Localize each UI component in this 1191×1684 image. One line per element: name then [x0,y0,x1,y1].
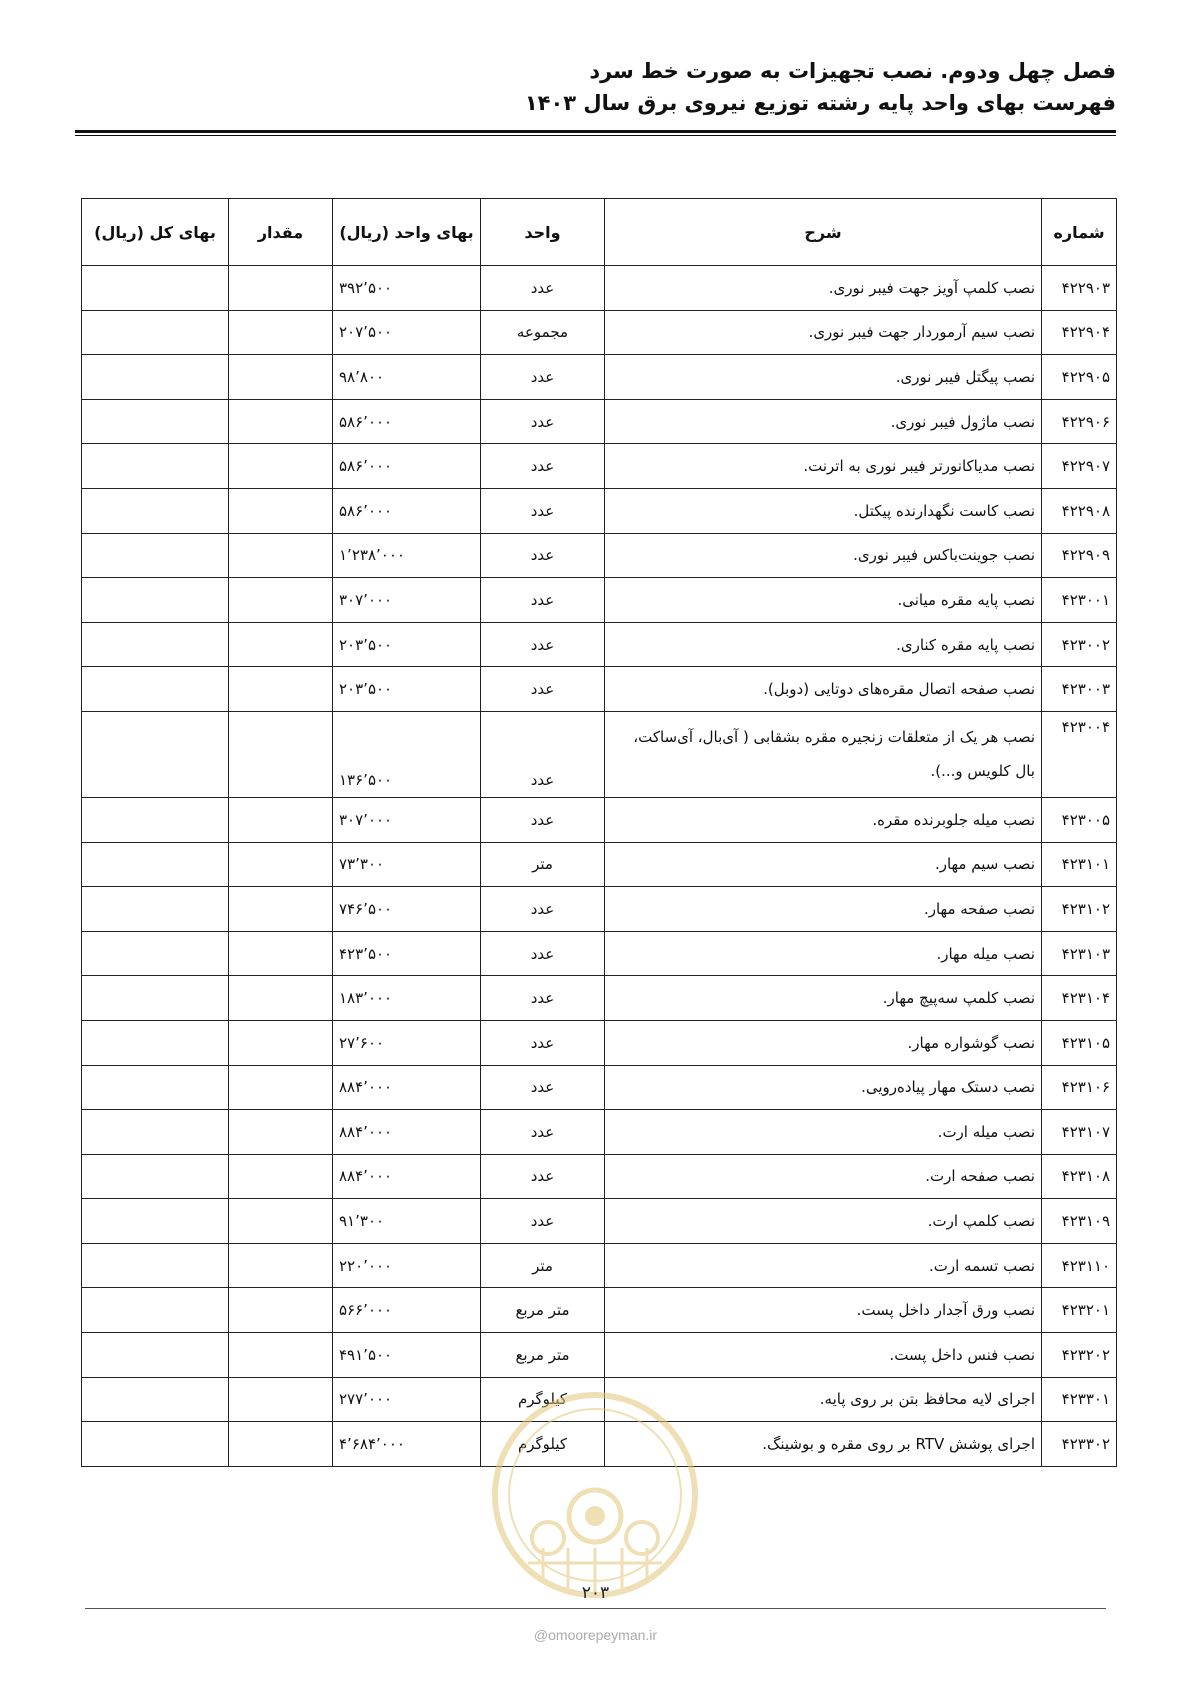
row-unit-price: ۲۲۰٬۰۰۰ [333,1243,481,1288]
row-number: ۴۲۲۹۰۸ [1042,488,1117,533]
row-description: نصب پیگتل فیبر نوری. [605,355,1042,400]
row-description: نصب میله جلوبرنده مقره. [605,797,1042,842]
row-unit: عدد [481,266,605,311]
row-unit-price: ۱۸۳٬۰۰۰ [333,976,481,1021]
row-unit: عدد [481,1110,605,1155]
table-row [82,797,1117,842]
row-description: نصب ورق آجدار داخل پست. [605,1288,1042,1333]
row-number: ۴۲۲۹۰۷ [1042,444,1117,489]
column-header-description: شرح [605,199,1042,266]
row-unit: متر مربع [481,1333,605,1378]
row-unit-price: ۸۸۴٬۰۰۰ [333,1154,481,1199]
row-number: ۴۲۳۲۰۱ [1042,1288,1117,1333]
row-quantity [229,1065,333,1110]
row-unit-price: ۲۰۳٬۵۰۰ [333,622,481,667]
row-number: ۴۲۳۱۰۲ [1042,887,1117,932]
row-quantity [229,1020,333,1065]
row-unit: کیلوگرم [481,1377,605,1422]
row-unit: عدد [481,488,605,533]
row-description: نصب صفحه اتصال مقره‌های دوتایی (دوبل). [605,667,1042,712]
row-number: ۴۲۳۱۰۴ [1042,976,1117,1021]
row-description: نصب کلمپ آویز جهت فیبر نوری. [605,266,1042,311]
row-total-price [82,976,229,1021]
table-body [82,266,1117,1467]
row-unit-price: ۳۰۷٬۰۰۰ [333,578,481,623]
footer-rule [85,1608,1106,1609]
row-number: ۴۲۳۱۰۷ [1042,1110,1117,1155]
row-unit: عدد [481,533,605,578]
price-table [81,198,1117,1467]
row-unit: مجموعه [481,310,605,355]
row-quantity [229,444,333,489]
row-number: ۴۲۲۹۰۹ [1042,533,1117,578]
row-number: ۴۲۳۳۰۲ [1042,1422,1117,1467]
table-row [82,1110,1117,1155]
row-total-price [82,797,229,842]
row-unit: عدد [481,976,605,1021]
row-description: نصب تسمه ارت. [605,1243,1042,1288]
row-unit-price: ۴۲۳٬۵۰۰ [333,931,481,976]
row-number: ۴۲۳۱۰۹ [1042,1199,1117,1244]
row-unit-price: ۱٬۲۳۸٬۰۰۰ [333,533,481,578]
row-unit-price: ۲۰۷٬۵۰۰ [333,310,481,355]
row-unit: عدد [481,444,605,489]
row-total-price [82,1020,229,1065]
row-total-price [82,1288,229,1333]
row-total-price [82,266,229,311]
row-unit-price: ۴۹۱٬۵۰۰ [333,1333,481,1378]
row-total-price [82,1199,229,1244]
row-description: اجرای پوشش RTV بر روی مقره و بوشینگ. [605,1422,1042,1467]
row-quantity [229,976,333,1021]
document-title: فهرست بهای واحد پایه رشته توزیع نیروی برق سال ۱۴۰۳ [524,91,1116,115]
row-description: نصب صفحه مهار. [605,887,1042,932]
row-quantity [229,887,333,932]
row-number: ۴۲۳۱۰۸ [1042,1154,1117,1199]
row-total-price [82,533,229,578]
row-quantity [229,931,333,976]
table-row [82,931,1117,976]
row-description: نصب مدیاکانورتر فیبر نوری به اترنت. [605,444,1042,489]
row-total-price [82,1243,229,1288]
column-header-number: شماره [1042,199,1117,266]
row-number: ۴۲۳۰۰۳ [1042,667,1117,712]
row-description: نصب صفحه ارت. [605,1154,1042,1199]
row-unit: عدد [481,578,605,623]
table-row [82,1243,1117,1288]
row-description: نصب هر یک از متعلقات زنجیره مقره بشقابی ( آی‌بال، آی‌ساکت، بال کلویس و...). [605,711,1042,797]
row-number: ۴۲۳۰۰۱ [1042,578,1117,623]
row-number: ۴۲۳۱۰۳ [1042,931,1117,976]
row-unit-price: ۵۶۶٬۰۰۰ [333,1288,481,1333]
row-unit: عدد [481,797,605,842]
row-quantity [229,1422,333,1467]
row-number: ۴۲۳۱۰۵ [1042,1020,1117,1065]
row-number: ۴۲۲۹۰۶ [1042,399,1117,444]
row-unit: عدد [481,1065,605,1110]
row-unit-price: ۲۰۳٬۵۰۰ [333,667,481,712]
row-unit: متر مربع [481,1288,605,1333]
row-unit-price: ۸۸۴٬۰۰۰ [333,1065,481,1110]
row-quantity [229,1288,333,1333]
row-unit-price: ۸۸۴٬۰۰۰ [333,1110,481,1155]
row-unit: عدد [481,887,605,932]
row-unit: متر [481,842,605,887]
row-number: ۴۲۲۹۰۵ [1042,355,1117,400]
row-total-price [82,310,229,355]
row-total-price [82,1422,229,1467]
table-row [82,355,1117,400]
row-unit: عدد [481,667,605,712]
table-row [82,711,1117,797]
row-total-price [82,622,229,667]
row-description: نصب دستک مهار پیاده‌رویی. [605,1065,1042,1110]
header-rule-thick [75,130,1116,133]
column-header-total-price: بهای کل (ریال) [82,199,229,266]
row-total-price [82,355,229,400]
table-row [82,578,1117,623]
row-unit-price: ۷۳٬۳۰۰ [333,842,481,887]
row-unit-price: ۹۸٬۸۰۰ [333,355,481,400]
row-quantity [229,1377,333,1422]
row-quantity [229,797,333,842]
row-quantity [229,266,333,311]
row-unit-price: ۱۳۶٬۵۰۰ [333,711,481,797]
row-description: نصب کاست نگهدارنده پیکتل. [605,488,1042,533]
row-number: ۴۲۳۰۰۵ [1042,797,1117,842]
row-quantity [229,310,333,355]
row-total-price [82,1333,229,1378]
row-total-price [82,667,229,712]
row-unit: عدد [481,1199,605,1244]
seal-icon [488,1388,702,1602]
row-unit-price: ۹۱٬۳۰۰ [333,1199,481,1244]
row-total-price [82,1154,229,1199]
row-quantity [229,1243,333,1288]
row-quantity [229,533,333,578]
row-number: ۴۲۳۳۰۱ [1042,1377,1117,1422]
row-quantity [229,578,333,623]
row-total-price [82,887,229,932]
row-total-price [82,1377,229,1422]
row-unit-price: ۲۷۷٬۰۰۰ [333,1377,481,1422]
footer-site-handle: @omoorepeyman.ir [533,1627,658,1643]
row-unit-price: ۳۹۲٬۵۰۰ [333,266,481,311]
row-quantity [229,711,333,797]
row-total-price [82,842,229,887]
row-number: ۴۲۳۰۰۲ [1042,622,1117,667]
row-description: نصب سیم مهار. [605,842,1042,887]
header-rule-thin [75,135,1116,136]
watermark-seal [488,1388,702,1602]
table-row [82,1333,1117,1378]
table-row [82,488,1117,533]
row-total-price [82,444,229,489]
table-row [82,1154,1117,1199]
table-row [82,1199,1117,1244]
row-number: ۴۲۳۱۰۶ [1042,1065,1117,1110]
row-unit: عدد [481,711,605,797]
row-quantity [229,1154,333,1199]
row-unit-price: ۲۷٬۶۰۰ [333,1020,481,1065]
row-unit-price: ۵۸۶٬۰۰۰ [333,444,481,489]
row-number: ۴۲۳۱۰۱ [1042,842,1117,887]
row-total-price [82,1110,229,1155]
table-row [82,842,1117,887]
row-quantity [229,1333,333,1378]
row-description: نصب سیم آرموردار جهت فیبر نوری. [605,310,1042,355]
row-quantity [229,622,333,667]
row-description: نصب جوینت‌باکس فیبر نوری. [605,533,1042,578]
table-header-row [82,199,1117,266]
row-quantity [229,399,333,444]
table-row [82,976,1117,1021]
table-row [82,622,1117,667]
row-description: نصب میله مهار. [605,931,1042,976]
row-description: نصب میله ارت. [605,1110,1042,1155]
row-description: نصب گوشواره مهار. [605,1020,1042,1065]
row-quantity [229,1110,333,1155]
row-unit: متر [481,1243,605,1288]
row-description: نصب پایه مقره میانی. [605,578,1042,623]
page-header [75,55,1116,119]
table-row [82,266,1117,311]
table-row [82,310,1117,355]
row-quantity [229,667,333,712]
row-number: ۴۲۲۹۰۳ [1042,266,1117,311]
row-unit: عدد [481,355,605,400]
row-description: نصب کلمپ ارت. [605,1199,1042,1244]
row-quantity [229,842,333,887]
column-header-quantity: مقدار [229,199,333,266]
table-row [82,444,1117,489]
row-quantity [229,1199,333,1244]
column-header-unit: واحد [481,199,605,266]
row-unit: عدد [481,622,605,667]
row-number: ۴۲۳۲۰۲ [1042,1333,1117,1378]
row-number: ۴۲۳۱۱۰ [1042,1243,1117,1288]
row-unit-price: ۵۸۶٬۰۰۰ [333,488,481,533]
row-unit: عدد [481,1154,605,1199]
row-unit: کیلوگرم [481,1422,605,1467]
row-description: نصب پایه مقره کناری. [605,622,1042,667]
row-total-price [82,488,229,533]
row-total-price [82,931,229,976]
row-total-price [82,711,229,797]
table-row [82,1288,1117,1333]
table-row [82,533,1117,578]
chapter-title: فصل چهل ودوم. نصب تجهیزات به صورت خط سرد [589,59,1116,83]
row-unit: عدد [481,931,605,976]
row-quantity [229,488,333,533]
table-row [82,887,1117,932]
row-total-price [82,578,229,623]
row-description: نصب کلمپ سه‌پیچ مهار. [605,976,1042,1021]
row-unit: عدد [481,399,605,444]
table-row [82,667,1117,712]
column-header-unit-price: بهای واحد (ریال) [333,199,481,266]
table-row [82,399,1117,444]
row-number: ۴۲۲۹۰۴ [1042,310,1117,355]
page-number: ۲۰۳ [581,1583,610,1603]
row-quantity [229,355,333,400]
row-description: نصب فنس داخل پست. [605,1333,1042,1378]
row-total-price [82,1065,229,1110]
row-description: نصب ماژول فیبر نوری. [605,399,1042,444]
row-unit-price: ۳۰۷٬۰۰۰ [333,797,481,842]
table-row [82,1020,1117,1065]
row-unit-price: ۵۸۶٬۰۰۰ [333,399,481,444]
row-number: ۴۲۳۰۰۴ [1042,711,1117,797]
row-unit-price: ۷۴۶٬۵۰۰ [333,887,481,932]
row-total-price [82,399,229,444]
row-unit: عدد [481,1020,605,1065]
row-unit-price: ۴٬۶۸۴٬۰۰۰ [333,1422,481,1467]
row-description: اجرای لایه محافظ بتن بر روی پایه. [605,1377,1042,1422]
table-row [82,1065,1117,1110]
